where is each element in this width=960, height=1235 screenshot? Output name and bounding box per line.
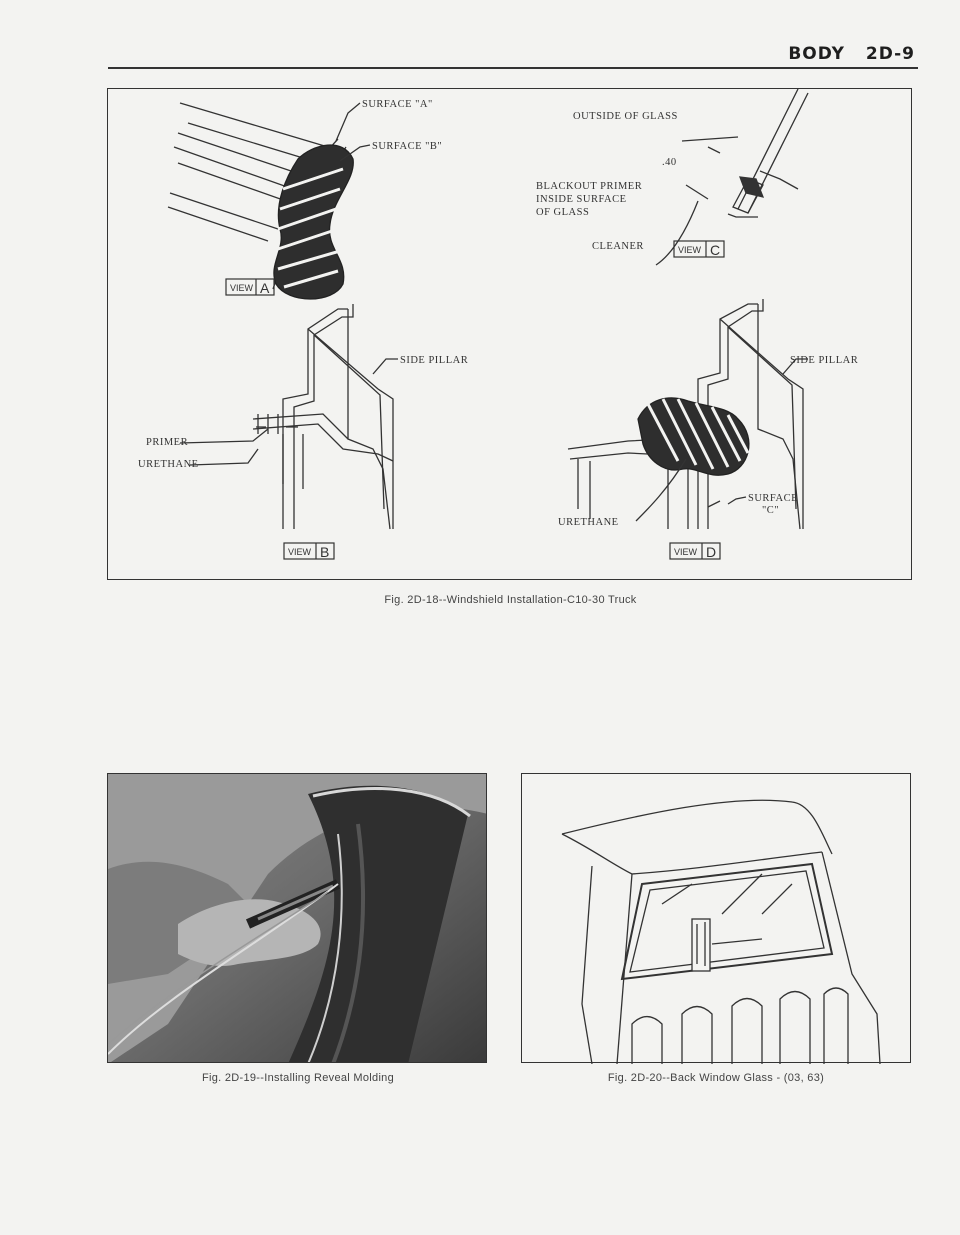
svg-text:VIEW: VIEW	[674, 547, 698, 557]
figure-back-window-glass	[521, 773, 911, 1063]
view-a-tag	[226, 279, 274, 296]
header-rule	[108, 67, 918, 69]
windshield-diagram	[108, 89, 913, 581]
label-dimension: .40	[662, 157, 677, 168]
page-header	[788, 44, 915, 64]
figure-19-caption: Fig. 2D-19--Installing Reveal Molding	[201, 1072, 395, 1084]
label-of-glass: OF GLASS	[536, 207, 590, 218]
view-b-drawing	[253, 304, 393, 529]
svg-text:VIEW: VIEW	[678, 245, 702, 255]
label-side-pillar-b: SIDE PILLAR	[400, 355, 469, 366]
figure-18-caption: Fig. 2D-18--Windshield Installation-C10-30 Truck	[384, 594, 637, 606]
view-d-tag	[670, 543, 720, 560]
back-window-drawing	[522, 774, 912, 1064]
svg-text:A: A	[260, 280, 270, 296]
svg-text:VIEW: VIEW	[230, 283, 254, 293]
label-urethane-b: URETHANE	[138, 459, 199, 470]
reveal-molding-photo	[108, 774, 487, 1063]
svg-text:C: C	[710, 242, 721, 258]
page-number: 2D-9	[865, 44, 915, 64]
label-blackout-primer: BLACKOUT PRIMER	[536, 181, 643, 192]
label-surface-b: SURFACE "B"	[372, 141, 443, 152]
section-title: BODY	[788, 44, 845, 64]
view-b-tag	[284, 543, 334, 560]
svg-text:VIEW: VIEW	[288, 547, 312, 557]
svg-text:B: B	[320, 544, 330, 560]
figure-reveal-molding-photo	[107, 773, 487, 1063]
svg-text:D: D	[706, 544, 717, 560]
urethane-bead-d	[638, 398, 749, 475]
label-side-pillar-d: SIDE PILLAR	[790, 355, 859, 366]
figure-windshield-installation	[107, 88, 912, 580]
label-surface-c: SURFACE	[748, 493, 798, 504]
label-inside-surface: INSIDE SURFACE	[536, 194, 627, 205]
label-urethane-d: URETHANE	[558, 517, 619, 528]
view-c-tag	[674, 241, 724, 258]
view-c-labels	[536, 111, 724, 258]
view-c-drawing	[656, 89, 808, 265]
label-outside-of-glass: OUTSIDE OF GLASS	[573, 111, 678, 122]
label-surface-a: SURFACE "A"	[362, 99, 433, 110]
label-cleaner: CLEANER	[592, 241, 644, 252]
label-surface-c-quote: "C"	[762, 505, 780, 516]
figure-20-caption: Fig. 2D-20--Back Window Glass - (03, 63)	[607, 1072, 825, 1084]
label-primer: PRIMER	[146, 437, 189, 448]
